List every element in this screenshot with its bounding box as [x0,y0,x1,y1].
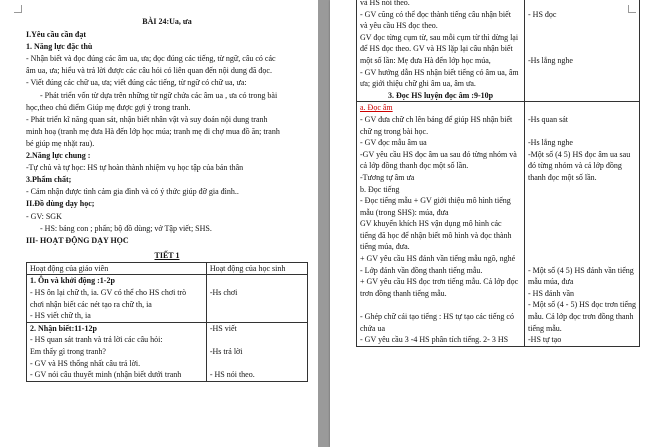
cell-line: - GV yêu cầu 3 -4 HS phân tích tiếng. 2- 3 HS [360,335,509,345]
cell-line: + GV yêu cầu HS đọc trơn tiếng mẫu. Cả lớp đọc [360,277,519,287]
text-line: - HS: bảng con ; phấn; bộ đồ dùng; vở Tập viết; SHS. [40,223,212,233]
document-page-left [0,0,318,447]
cell-line: cả lớp đồng thanh đọc một số lần. [360,161,469,171]
cell-line: và yêu cầu HS đọc theo. [360,21,438,31]
cell-line [528,20,636,32]
cell-line: - Một số (4 - 5) HS đọc trơn tiếng [528,300,636,310]
document-page-right [330,0,650,447]
student-activity-cell [525,0,640,102]
cell-line: - GV đưa chữ ch lên bảng để giúp HS nhận biết [360,114,513,124]
cell-line: một số lần: Mẹ đưa Hà đến lớp học múa, [360,55,491,65]
activity-table-continued [356,0,640,347]
text-line: 2.Năng lực chung : [26,151,91,161]
cell-line: - GV cũng có thể đọc thành tiếng câu nhận biết [360,9,511,19]
table-header-row [27,262,308,275]
cell-line: ưa; giới thiệu chữ ghi âm ua, âm ưa. [360,79,476,89]
cell-line: b. Đọc tiếng [360,184,400,194]
text-line: - Cảm nhận được tình cảm gia đình và có ý thức giúp đỡ gia đình.. [26,187,239,197]
text-line: học,theo chủ điểm Giúp mẹ được gợi ý trong tranh. [26,102,191,112]
text-line: - Phát triển vốn từ dựa trên những từ ngữ chứa các âm ua , ưa có trong bài [40,90,278,100]
cell-line: - HS ôn lại chữ th, ia. GV có thể cho HS chơi trò [30,288,187,298]
text-line: III- HOẠT ĐỘNG DẠY HỌC [26,235,129,245]
cell-line: - GV và HS thống nhất câu trả lời. [30,358,141,368]
cell-line: chơi nhận biết các nét tạo ra chữ th, ia [30,299,152,309]
cell-line [528,218,636,230]
cell-line: mẫu (trong SHS): múa, đưa [360,207,449,217]
table-row [27,275,308,322]
cell-line: - Một số (4 5) HS đánh vần tiếng [528,265,634,275]
teacher-activity-cell [27,322,207,381]
table-row [357,0,640,102]
cell-line: -Hs trả lời [209,347,243,357]
cell-line: - Đọc tiếng mẫu + GV giới thiệu mô hình tiếng [360,196,511,206]
cell-line: tiếng múa, đưa. [360,242,410,252]
cell-line: trơn đồng thanh tiếng mẫu. [360,288,447,298]
cell-line: 1. Ôn và khởi động :1-2p [30,276,115,286]
cell-line: mẫu. Cả lớp đọc trơn đồng thanh [528,312,634,322]
cell-line [528,195,636,207]
cell-line: -HS tự tạo [528,335,562,345]
cell-line: -Hs quan sát [528,114,568,124]
cell-line: Em thấy gì trong tranh? [30,347,106,357]
cell-line: chứa ua [360,323,385,333]
cell-line: -Hs lắng nghe [528,55,573,65]
text-line: 3.Phẩm chất; [26,175,72,185]
cell-line [528,207,636,219]
cell-line: - HS nói theo. [209,370,255,380]
teacher-activity-cell [27,275,207,322]
cell-line: -Hs lắng nghe [528,138,573,148]
cell-line: - GV nói câu thuyết minh (nhận biết dưới tranh [30,370,182,380]
cell-line: -HS viết [209,323,237,333]
text-line: bé giúp mẹ nhặt rau). [26,138,95,148]
cell-line [528,43,636,55]
cell-line: a. Đọc âm [360,103,393,113]
cell-line [210,334,304,346]
cell-line [528,184,636,196]
cell-line: + GV yêu cầu HS đánh vần tiếng mẫu ngõ, nghé [360,254,516,264]
text-line: I.Yêu cầu cần đạt [26,30,87,40]
page-content [26,16,308,382]
cell-line: - Lớp đánh vần đồng thanh tiếng mẫu. [360,265,483,275]
text-line: âm ua, ưa; hiểu và trả lời được các câu hỏi có liên quan đến nội dung đã đọc. [26,66,272,76]
cell-line [528,90,636,102]
cell-line [210,275,304,287]
student-activity-cell [206,322,307,381]
header-student: Hoạt động của học sinh [206,262,307,275]
cell-line: 2. Nhận biết:11-12p [30,323,97,333]
cell-line: để HS đọc theo. GV và HS lặp lại câu nhận biết [360,44,513,54]
cell-line: - GV hướng dẫn HS nhận biết tiếng có âm ua, âm [360,67,519,77]
cell-line: thanh đọc một số lần. [528,172,597,182]
cell-line: GV đọc từng cụm từ, sau mỗi cụm từ thì dừng lại [360,32,519,42]
student-activity-cell [206,275,307,322]
cell-line [528,241,636,253]
cell-line [528,32,636,44]
text-line: 1. Năng lực đặc thù [26,42,93,52]
cell-line: -Một số (4 5) HS đọc âm ua sau [528,149,631,159]
cell-line: -Tương tự âm ưa [360,172,415,182]
text-line: minh hoạ (tranh mẹ đưa Hà đến lớp học múa; tranh mẹ đi chợ mua đồ ăn; tranh [26,126,280,136]
cell-line: tiếng đã học để nhận biết mô hình và đọc thành [360,230,512,240]
cell-line [210,310,304,322]
text-line: II.Đồ dùng dạy học; [26,199,95,209]
objectives-text [26,29,308,247]
cell-line: - Ghép chữ cái tạo tiếng : HS tự tạo các tiếng có [360,312,514,322]
text-line: - Viết đúng các chữ ua, ưa; viết đúng các tiếng, từ ngữ có chữ ua, ưa: [26,78,247,88]
cell-line: - HS đánh vần [528,288,574,298]
text-line: - Nhận biết và đọc đúng các âm ua, ưa; đọc đúng các tiếng, từ ngữ, câu có các [26,54,276,64]
cell-line: mẫu múa, đưa [528,277,574,287]
text-line: - GV: SGK [26,211,62,221]
cell-line [528,0,636,9]
teacher-activity-cell [357,102,525,346]
cell-line: - HS viết chữ th, ia [30,311,91,321]
section-heading-tiet: TIẾT 1 [154,250,180,260]
page-gap [318,0,330,447]
cell-line: chữ ng trong bài học. [360,126,429,136]
cell-line [360,299,521,311]
cell-line [210,299,304,311]
lesson-title: BÀI 24:Ua, ưa [142,17,192,26]
table-row [357,102,640,346]
header-teacher: Hoạt động của giáo viên [27,262,207,275]
cell-line [528,126,636,138]
cell-line: đó từng nhóm và cả lớp đồng [528,161,622,171]
cell-line: - GV đọc mẫu âm ua [360,138,427,148]
activity-table [26,262,308,382]
cell-line [528,230,636,242]
cell-line [528,253,636,265]
cell-line: - HS quan sát tranh và trả lời các câu hỏi: [30,335,163,345]
cell-line: -Hs chơi [209,288,238,298]
cell-line: và HS nói theo. [360,0,410,7]
cell-line [528,102,636,114]
page-content [356,0,640,347]
cell-line: GV khuyến khích HS vận dụng mô hình các [360,219,502,229]
cell-line: 3. Đọc HS luyện đọc âm :9-10p [387,90,494,100]
text-line: - Phát triển kĩ năng quan sát, nhận biết nhân vật và suy đoán nội dung tranh [26,114,268,124]
cell-line [528,78,636,90]
text-line: -Tự chủ và tự học: HS tự hoàn thành nhiệm vụ học tập của bản thân [26,163,244,173]
cell-line [528,67,636,79]
cell-line: -GV yêu cầu HS đọc âm ua sau đó từng nhóm và [360,149,517,159]
crop-mark [14,5,22,13]
cell-line: tiếng mẫu. [528,323,562,333]
table-row [27,322,308,381]
cell-line: - HS đọc [528,9,557,19]
teacher-activity-cell [357,0,525,102]
student-activity-cell [525,102,640,346]
cell-line [210,358,304,370]
